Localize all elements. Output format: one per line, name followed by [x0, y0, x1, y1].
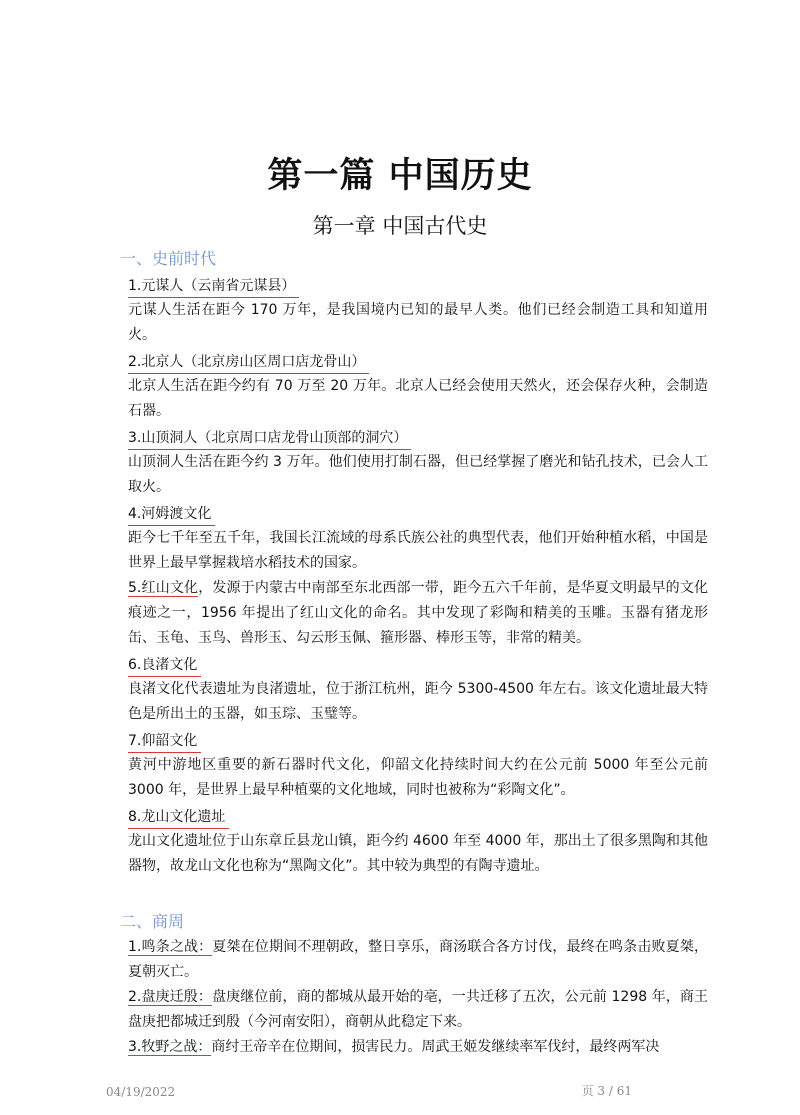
- item-paragraph-inline: [128, 1035, 708, 1060]
- item-heading: 6.良渚文化: [128, 654, 201, 677]
- item-text: 商纣王帝辛在位期间，损害民力。周武王姬发继续率军伐纣，最终两军决: [211, 1039, 660, 1055]
- item-heading: 1.鸣条之战：: [128, 939, 213, 955]
- item-text: 夏桀在位期间不理朝政，整日享乐，商汤联合各方讨伐，最终在鸣条击败夏桀，夏朝灭亡。: [128, 939, 709, 980]
- footer-date: 04/19/2022: [106, 1085, 176, 1099]
- item-heading: 2.北京人（北京房山区周口店龙骨山）: [128, 351, 369, 374]
- section-heading: 一、史前时代: [120, 249, 217, 268]
- item-text: 北京人生活在距今约有 70 万至 20 万年。北京人已经会使用天然火，还会保存火种，会制造石器。: [128, 378, 708, 419]
- page-title: 第一篇 中国历史: [267, 156, 533, 196]
- item-heading: 5.红山文化: [128, 580, 199, 596]
- item-heading: 8.龙山文化遗址: [128, 806, 229, 829]
- content-body: [120, 246, 709, 1060]
- chapter-title: 第一章 中国古代史: [312, 214, 488, 238]
- item-paragraph-inline: [128, 576, 708, 651]
- section-heading: 二、商周: [120, 912, 185, 931]
- item-paragraph-inline: [128, 985, 708, 1035]
- item-heading: 1.元谋人（云南省元谋县）: [128, 275, 299, 298]
- item-heading: 3.牧野之战：: [128, 1039, 212, 1055]
- item-text: 黄河中游地区重要的新石器时代文化，仰韶文化持续时间大约在公元前 5000 年至公元前 3000 年，是世界上最早种植粟的文化地域，同时也被称为“彩陶文化”。: [128, 757, 708, 798]
- item-text: ，发源于内蒙古中南部至东北西部一带，距今五六千年前，是华夏文明最早的文化痕迹之一，1956 年提出了红山文化的命名。其中发现了彩陶和精美的玉雕。玉器有猪龙形缶、玉龟、玉鸟、兽形玉、勾云形玉佩、箍形器、棒形玉等，非常的精美。: [128, 580, 708, 646]
- item-text: 山顶洞人生活在距今约 3 万年。他们使用打制石器，但已经掌握了磨光和钻孔技术，已会人工取火。: [128, 454, 708, 495]
- footer-page-number: 页 3 / 61: [581, 1084, 632, 1098]
- item-text: 盘庚继位前，商的都城从最开始的亳，一共迁移了五次，公元前 1298 年，商王盘庚把都城迁到殷（今河南安阳），商朝从此稳定下来。: [128, 989, 709, 1030]
- item-text: 元谋人生活在距今 170 万年，是我国境内已知的最早人类。他们已经会制造工具和知道用火。: [128, 302, 708, 343]
- item-text: 良渚文化代表遗址为良渚遗址，位于浙江杭州，距今 5300-4500 年左右。该文化遗址最大特色是所出土的玉器，如玉琮、玉璧等。: [128, 681, 708, 722]
- item-paragraph-inline: [128, 935, 708, 985]
- item-text: 龙山文化遗址位于山东章丘县龙山镇，距今约 4600 年至 4000 年，那出土了很多黑陶和其他器物，故龙山文化也称为“黑陶文化”。其中较为典型的有陶寺遗址。: [128, 833, 708, 874]
- item-heading: 3.山顶洞人（北京周口店龙骨山顶部的洞穴）: [128, 427, 411, 450]
- item-text: 距今七千年至五千年，我国长江流域的母系氏族公社的典型代表，他们开始种植水稻，中国是世界上最早掌握栽培水稻技术的国家。: [128, 530, 708, 571]
- item-heading: 2.盘庚迁殷：: [128, 989, 212, 1005]
- item-heading: 4.河姆渡文化: [128, 503, 215, 526]
- item-heading: 7.仰韶文化: [128, 730, 201, 753]
